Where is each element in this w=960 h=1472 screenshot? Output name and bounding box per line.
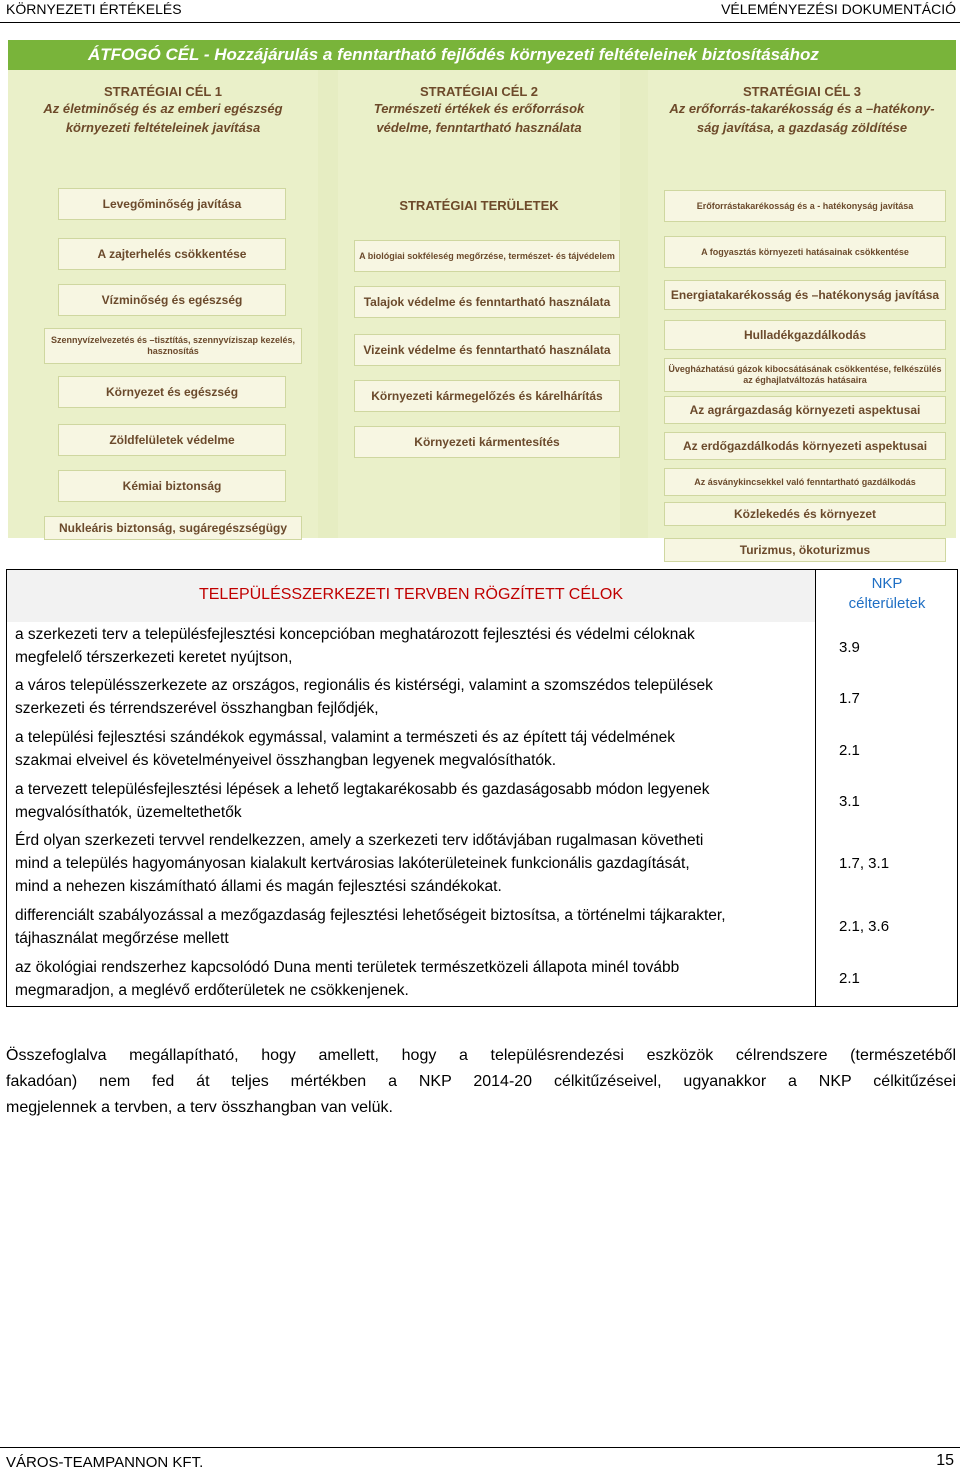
goal-3-header (648, 70, 956, 137)
summary-line: megjelennek a tervben, a terv összhangban van velük. (6, 1099, 393, 1116)
column-divider (815, 622, 816, 1006)
table-row (15, 778, 810, 824)
table-row (15, 674, 810, 720)
area-box: Vizeink védelme és fenntartható használata (354, 334, 620, 366)
goal-1-line-1: Az életminőség és az emberi egészség (43, 101, 283, 116)
goal-3-number: STRATÉGIAI CÉL 3 (743, 84, 861, 99)
area-box: A fogyasztás környezeti hatásainak csökkentése (664, 236, 946, 268)
row-text-line: Érd olyan szerkezeti tervvel rendelkezzen, amely a szerkezeti terv időtávjában rugalmasan követheti (15, 832, 704, 849)
row-text-line: a települési fejlesztési szándékok egymással, valamint a természeti és az épített táj védelmének (15, 729, 675, 746)
page-number: 15 (936, 1452, 954, 1469)
goal-1-number: STRATÉGIAI CÉL 1 (104, 84, 222, 99)
area-box: Talajok védelme és fenntartható használata (354, 286, 620, 318)
header-right-text: VÉLEMÉNYEZÉSI DOKUMENTÁCIÓ (721, 1, 956, 17)
area-box: Vízminőség és egészség (58, 284, 286, 316)
goal-2-line-2: védelme, fenntartható használata (376, 120, 582, 135)
row-nkp-value: 1.7 (839, 690, 860, 707)
nkp-column-header (817, 574, 957, 614)
strategic-goal-3-column (648, 70, 956, 557)
area-box: Zöldfelületek védelme (58, 424, 286, 456)
area-box: Hulladékgazdálkodás (664, 320, 946, 350)
header-left-text: KÖRNYEZETI ÉRTÉKELÉS (6, 1, 182, 17)
area-box: Szennyvízelvezetés és –tisztítás, szennyvíziszap kezelés, hasznosítás (44, 328, 302, 364)
summary-paragraph (6, 1043, 956, 1121)
row-nkp-value: 2.1, 3.6 (839, 918, 890, 935)
footer-company: VÁROS-TEAMPANNON KFT. (6, 1454, 204, 1471)
area-box: Környezet és egészség (58, 376, 286, 408)
area-box: Turizmus, ökoturizmus (664, 538, 946, 562)
page-footer (0, 1447, 960, 1472)
row-nkp-value: 1.7, 3.1 (839, 855, 890, 872)
nkp-header-line-1: NKP (871, 575, 903, 592)
table-row (15, 956, 810, 1002)
row-text-line: szerkezeti és térrendszerével összhangban fejlődjék, (15, 700, 379, 717)
row-text-line: differenciált szabályozással a mezőgazdaság fejlesztési lehetőségeit biztosítsa, a történelmi tájkarakter, (15, 907, 726, 924)
summary-line: fakadóan) nem fed át teljes mértékben a NKP 2014-20 célkitűzéseivel, ugyanakkor a NKP célkitűzései (6, 1073, 956, 1090)
strategic-goal-2-column (338, 70, 620, 538)
row-text-line: megfelelő térszerkezeti keretet nyújtson, (15, 649, 293, 666)
area-box: Az agrárgazdaság környezeti aspektusai (664, 396, 946, 424)
figure-title-bar (8, 40, 956, 70)
goal-2-number: STRATÉGIAI CÉL 2 (420, 84, 538, 99)
row-nkp-value: 2.1 (839, 970, 860, 987)
area-box: Közlekedés és környezet (664, 502, 946, 526)
goal-2-header (338, 70, 620, 137)
strategic-goal-1-column (8, 70, 318, 538)
row-text-line: mind a nehezen kiszámítható állami és magán fejlesztési szándékokat. (15, 878, 502, 895)
area-box: Az ásványkincsekkel való fenntartható gazdálkodás (664, 468, 946, 496)
area-box: A biológiai sokféleség megőrzése, természet- és tájvédelem (354, 240, 620, 272)
row-text-line: a város településszerkezete az országos, regionális és kistérségi, valamint a szomszédos települések (15, 677, 713, 694)
strategic-areas-heading: STRATÉGIAI TERÜLETEK (399, 198, 559, 213)
row-text-line: az ökológiai rendszerhez kapcsolódó Duna menti területek természetközeli állapota minél tovább (15, 959, 680, 976)
area-box: Környezeti kármentesítés (354, 426, 620, 458)
goals-table (6, 569, 958, 1007)
goal-3-line-2: ság javítása, a gazdaság zöldítése (696, 120, 908, 135)
strategy-figure (8, 40, 956, 557)
area-box: Környezeti kármegelőzés és kárelhárítás (354, 380, 620, 412)
row-text-line: szakmai elveivel és követelményeivel összhangban legyenek megvalósíthatók. (15, 752, 557, 769)
area-box: A zajterhelés csökkentése (58, 238, 286, 270)
table-row (15, 726, 810, 772)
area-box: Kémiai biztonság (58, 470, 286, 502)
area-box: Levegőminőség javítása (58, 188, 286, 220)
table-header (7, 570, 816, 622)
row-nkp-value: 3.9 (839, 639, 860, 656)
goal-3-line-1: Az erőforrás-takarékosság és a –hatékony- (669, 101, 935, 116)
row-text-line: megvalósíthatók, üzemeltethetők (15, 804, 242, 821)
nkp-header-line-2: célterületek (848, 595, 926, 612)
area-box: Üvegházhatású gázok kibocsátásának csökkentése, felkészülés az éghajlatváltozás hatásaira (664, 358, 946, 392)
goal-1-line-2: környezeti feltételeinek javítása (65, 120, 261, 135)
area-box: Energiatakarékosság és –hatékonyság javítása (664, 280, 946, 310)
area-box: Erőforrástakarékosság és a - hatékonyság javítása (664, 190, 946, 222)
row-text-line: a szerkezeti terv a településfejlesztési koncepcióban meghatározott fejlesztési és védelmi céloknak (15, 626, 695, 643)
row-text-line: megmaradjon, a meglévő erdőterületek ne csökkenjenek. (15, 982, 409, 999)
figure-title: ÁTFOGÓ CÉL - Hozzájárulás a fenntartható fejlődés környezeti feltételeinek biztosításához (88, 45, 819, 64)
table-row (15, 904, 810, 950)
table-title: TELEPÜLÉSSZERKEZETI TERVBEN RÖGZÍTETT CÉLOK (198, 586, 624, 603)
summary-line: Összefoglalva megállapítható, hogy amellett, hogy a településrendezési eszközök célrendszere (természetéből (6, 1047, 956, 1064)
goal-1-header (8, 70, 318, 137)
page-header (0, 0, 960, 23)
row-nkp-value: 3.1 (839, 793, 860, 810)
table-row (15, 829, 810, 898)
table-row (15, 623, 810, 669)
area-box: Az erdőgazdálkodás környezeti aspektusai (664, 432, 946, 460)
area-box: Nukleáris biztonság, sugáregészségügy (44, 516, 302, 540)
row-nkp-value: 2.1 (839, 742, 860, 759)
row-text-line: tájhasználat megőrzése mellett (15, 930, 229, 947)
row-text-line: mind a település hagyományosan kialakult kertvárosias lakóterületeinek funkcionális gazdagítását, (15, 855, 690, 872)
goal-2-line-1: Természeti értékek és erőforrások (373, 101, 585, 116)
row-text-line: a tervezett településfejlesztési lépések a lehető legtakarékosabb és gazdaságosabb módon legyenek (15, 781, 710, 798)
